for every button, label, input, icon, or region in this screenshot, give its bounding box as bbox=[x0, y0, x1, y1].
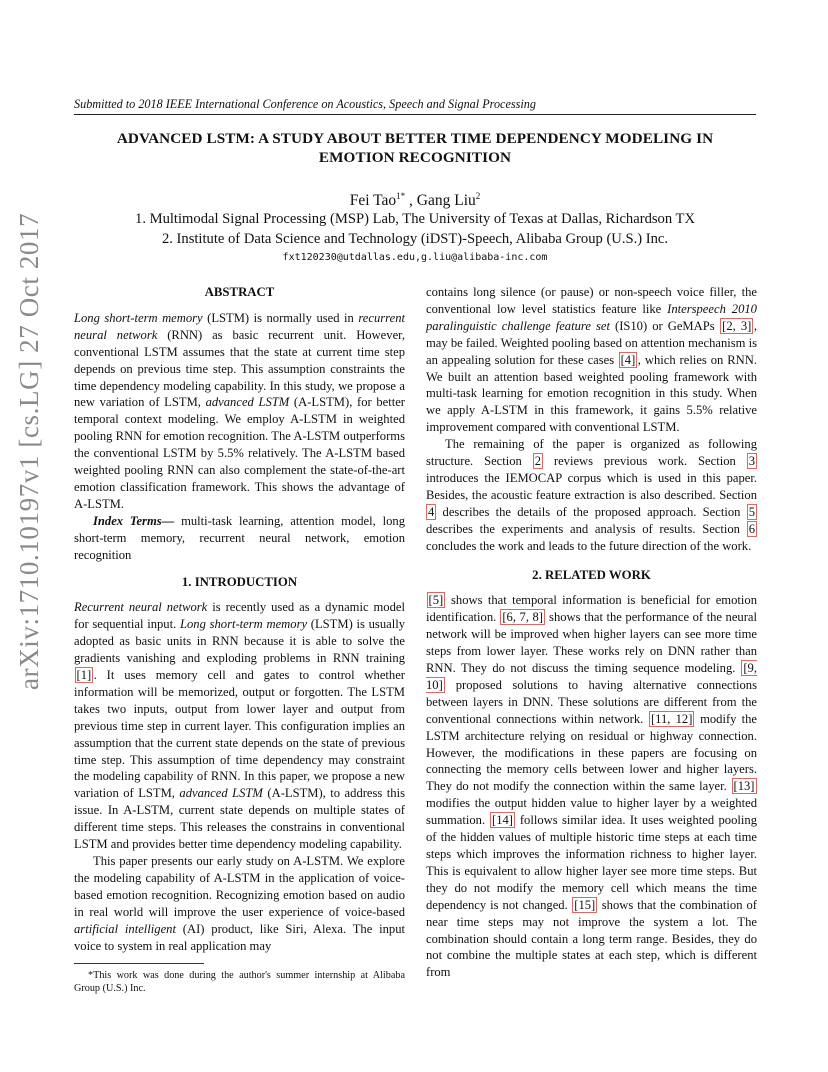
author-emails: fxt120230@utdallas.edu,g.liu@alibaba-inc.com bbox=[282, 252, 548, 263]
affiliation-2: 2. Institute of Data Science and Technology (iDST)-Speech, Alibaba Group (U.S.) Inc. bbox=[161, 231, 669, 247]
citation-link[interactable]: [14] bbox=[492, 813, 513, 828]
abstract-span: (LSTM) is normally used in bbox=[202, 310, 359, 325]
index-terms bbox=[74, 513, 405, 564]
author-1: Fei Tao bbox=[349, 192, 397, 210]
footnote: *This work was done during the author's summer internship at Alibaba Group (U.S.) Inc. bbox=[74, 970, 405, 995]
abstract-text bbox=[74, 310, 405, 513]
text-span: follows similar idea. It uses weighted pooling of the hidden values of multiple historic time steps at each time steps which improves the information richness to higher layer. This is equivalent to allow higher layer see more time steps. But they do not modify the memory cell which means the time dependency is not changed. bbox=[426, 813, 757, 912]
text-span: The remaining of the paper is organized as following structure. Section bbox=[426, 437, 757, 469]
intro-term: Recurrent neural network bbox=[74, 600, 208, 615]
intro-span: is recently used as a dynamic model for sequential input. bbox=[74, 600, 405, 632]
title-line-1: ADVANCED LSTM: A STUDY ABOUT BETTER TIME DEPENDENCY MODELING IN bbox=[116, 130, 714, 147]
citation-link[interactable]: [2, 3] bbox=[722, 318, 752, 333]
intro-span: This paper presents our early study on A-LSTM. We explore the modeling capability of A-LSTM in the application of voice-based emotion recognition. Recognizing emotion based on audio in real world will improve the user experience of voice-based bbox=[74, 854, 405, 919]
citation-link[interactable]: [5] bbox=[428, 593, 444, 608]
arxiv-watermark: arXiv:1710.10197v1 [cs.LG] 27 Oct 2017 bbox=[14, 212, 44, 690]
intro-paragraph-1 bbox=[74, 599, 405, 853]
author-separator: , bbox=[405, 192, 417, 210]
footnote-rule bbox=[74, 963, 204, 964]
paper-title bbox=[60, 129, 770, 167]
citation-link[interactable]: [15] bbox=[574, 897, 596, 912]
text-span: modify the LSTM architecture relying on residual or highway connection. However, the modifications in these papers are focusing on connecting the memory cells between lower and higher layers. They do not modify the connection within the same layer. bbox=[426, 711, 758, 794]
intro-term: artificial intelligent bbox=[74, 921, 176, 936]
author-2-mark: 2 bbox=[475, 191, 481, 201]
related-work-heading: 2. RELATED WORK bbox=[532, 567, 651, 582]
citation-link[interactable]: [6, 7, 8] bbox=[502, 610, 543, 625]
intro-span: (AI) product, like Siri, Alexa. The input voice to system in real application may bbox=[74, 921, 405, 953]
citation-link[interactable]: [13] bbox=[733, 779, 755, 794]
intro-span: . It uses memory cell and gates to control whether information will be memorized, output or forgotten. The LSTM takes two inputs, output from lower layer and output from previous time step in current layer. This configuration implies an assumption that the current state depends on the state of previous time step. This assumption of time dependency may constraint the modeling capability of RNN. In this paper, we propose a new variation of LSTM, bbox=[74, 668, 405, 801]
text-span: shows that temporal information is beneficial for emotion identification. bbox=[426, 593, 757, 625]
right-column bbox=[426, 284, 757, 981]
abstract-term-rnn: recurrent neural network bbox=[74, 310, 405, 342]
text-span: reviews previous work. Section bbox=[543, 454, 747, 469]
abstract-span: (RNN) as basic recurrent unit. However, conventional LSTM assumes that the state at current time step depends on previous time step. This assumption constraints the time dependency modeling capability. In this study, we propose a new variation of LSTM, bbox=[74, 327, 405, 410]
feature-set-term: Interspeech 2010 paralinguistic challenge feature set bbox=[426, 301, 757, 333]
abstract-span: (A-LSTM), for better temporal context modeling. We employ A-LSTM in weighted pooling RNN for emotion recognition. The A-LSTM outperforms the conventional LSTM by 5.5% relatively. The A-LSTM based weighted pooling RNN can also complement the state-of-the-art emotion classification framework. This shows the advantage of A-LSTM. bbox=[74, 395, 405, 511]
author-2: Gang Liu bbox=[416, 192, 476, 210]
index-terms-list: multi-task learning, attention model, long short-term memory, recurrent neural network, emotion recognition bbox=[74, 513, 405, 562]
citation-link[interactable]: [4] bbox=[620, 352, 636, 367]
conference-note: Submitted to 2018 IEEE International Conference on Acoustics, Speech and Signal Processing bbox=[74, 97, 536, 111]
author-line bbox=[74, 186, 756, 211]
text-span: contains long silence (or pause) or non-speech voice filler, the conventional low level statistics feature like bbox=[426, 285, 757, 316]
intro-continued-paragraph bbox=[426, 284, 757, 436]
left-column bbox=[74, 284, 405, 995]
text-span: , may be failed. Weighted pooling based on attention mechanism is an appealing solution for these cases bbox=[426, 318, 758, 367]
abstract-heading: ABSTRACT bbox=[204, 285, 275, 299]
text-span: concludes the work and leads to the future direction of the work. bbox=[426, 538, 752, 553]
text-span: (IS10) or GeMAPs bbox=[609, 318, 720, 333]
citation-link[interactable]: [1] bbox=[76, 668, 92, 683]
intro-paragraph-2 bbox=[74, 853, 405, 954]
related-work-paragraph bbox=[426, 592, 757, 981]
index-terms-label: Index Terms— bbox=[93, 513, 175, 528]
section-link[interactable]: 5 bbox=[748, 504, 755, 519]
abstract-term-alstm: advanced LSTM bbox=[205, 395, 290, 410]
header-rule bbox=[74, 114, 756, 115]
text-span: introduces the IEMOCAP corpus which is used in this paper. Besides, the acoustic feature extraction is also described. Section bbox=[426, 470, 757, 502]
citation-link[interactable]: [9, 10] bbox=[426, 661, 757, 692]
author-1-mark: 1* bbox=[396, 191, 406, 201]
text-span: describes the experiments and analysis of results. Section bbox=[426, 521, 747, 536]
text-span: shows that the performance of the neural network will be improved when higher layers can see more time steps from lower layer. These works rely on DNN rather than RNN. They do not discuss the timing sequence modeling. bbox=[426, 610, 757, 676]
paper-structure-paragraph bbox=[426, 436, 757, 554]
text-span: , which relies on RNN. We built an attention based weighted pooling framework with multi-task learning for emotion recognition in this study. When we apply A-LSTM in this framework, it gains 5.5% relative improvement compared with conventional LSTM. bbox=[426, 352, 757, 435]
text-span: shows that the combination of near time steps may not improve the system a lot. The combination should contain a long term range. Besides, they do not combine the multiple states at each step, which is different from bbox=[426, 897, 757, 980]
section-link[interactable]: 3 bbox=[748, 454, 755, 469]
text-span: describes the details of the proposed approach. Section bbox=[436, 504, 747, 519]
text-span: proposed solutions to having alternative connections between layers in DNN. These solutions are different from the conventional connections within network. bbox=[426, 677, 757, 726]
title-line-2: EMOTION RECOGNITION bbox=[318, 149, 512, 166]
intro-span: (A-LSTM), to address this issue. In A-LSTM, current state depends on multiple states of different time steps. This releases the constrains in conventional LSTM and provides better time dependency modeling capability. bbox=[74, 786, 405, 852]
text-span: modifies the output hidden value to higher layer by a weighted summation. bbox=[426, 796, 757, 828]
section-link[interactable]: 6 bbox=[748, 521, 755, 536]
citation-link[interactable]: [11, 12] bbox=[650, 711, 693, 726]
introduction-heading: 1. INTRODUCTION bbox=[181, 574, 298, 589]
section-link[interactable]: 2 bbox=[534, 454, 542, 469]
intro-span: (LSTM) is usually adopted as basic units in RNN because it is able to solve the gradients vanishing and exploding problems in RNN training bbox=[74, 617, 405, 666]
abstract-term-lstm: Long short-term memory bbox=[74, 310, 203, 325]
intro-term: Long short-term memory bbox=[179, 617, 308, 632]
affiliation-1: 1. Multimodal Signal Processing (MSP) Lab, The University of Texas at Dallas, Richardson TX bbox=[135, 211, 695, 227]
intro-term: advanced LSTM bbox=[179, 786, 263, 801]
section-link[interactable]: 4 bbox=[428, 504, 435, 519]
